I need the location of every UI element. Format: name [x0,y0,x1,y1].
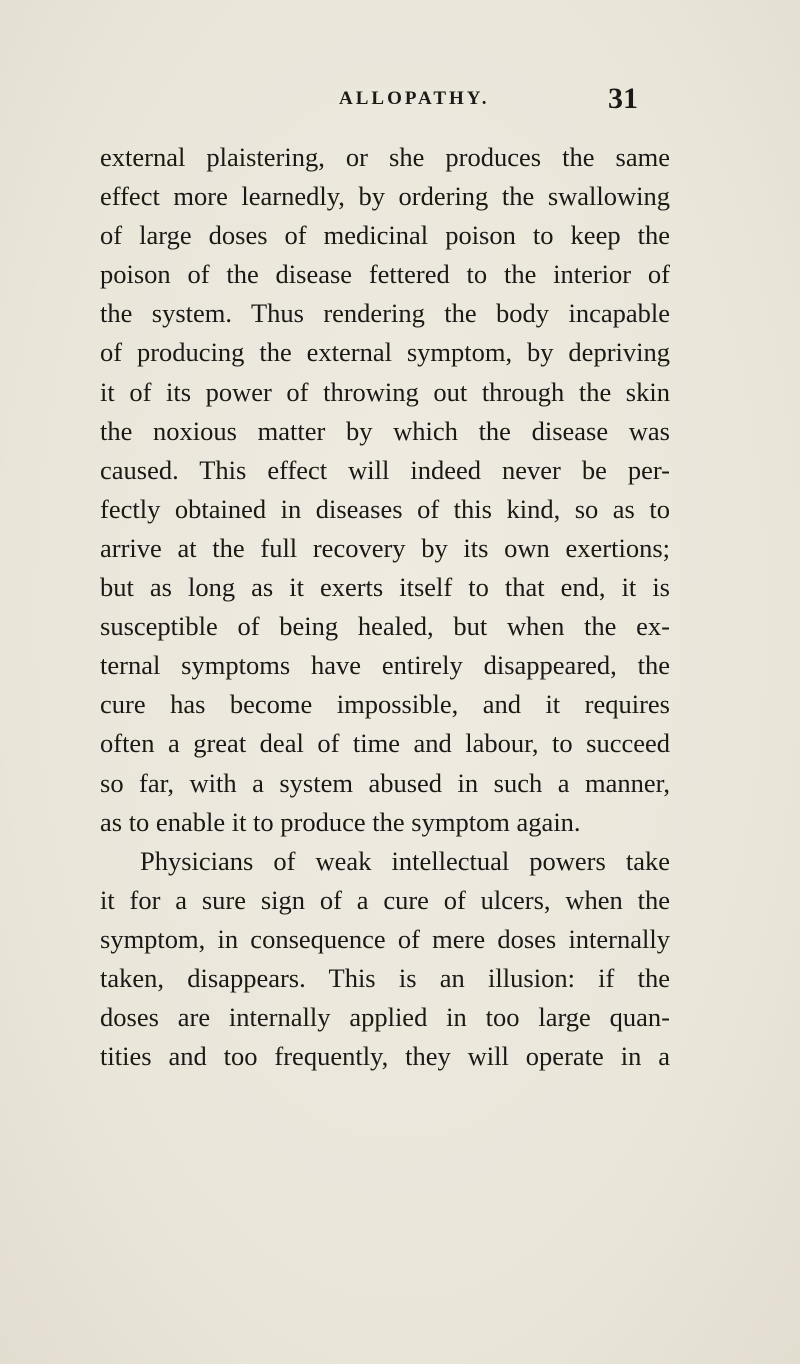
text-line: caused. This effect will indeed never be per- [100,454,670,485]
text-line: effect more learnedly, by ordering the swallowing [100,181,670,212]
text-line: so far, with a system abused in such a manner, [100,767,670,798]
text-line: it of its power of throwing out through the skin [100,376,670,407]
text-line: fectly obtained in diseases of this kind, so as to [100,493,670,524]
text-line: doses are internally applied in too large quan- [100,1002,670,1033]
text-line: susceptible of being healed, but when the ex- [100,611,670,642]
running-title: ALLOPATHY. [339,88,490,109]
text-line: Physicians of weak intellectual powers take [140,845,670,876]
text-line: tities and too frequently, they will operate in a [100,1041,670,1072]
text-line: as to enable it to produce the symptom again. [100,806,581,837]
text-line: symptom, in consequence of mere doses internally [100,923,670,954]
text-line: external plaistering, or she produces the same [100,142,670,172]
page-number: 31 [608,82,638,115]
text-line: it for a sure sign of a cure of ulcers, when the [100,884,670,915]
body-text [100,138,670,1076]
text-line: the system. Thus rendering the body incapable [100,298,670,329]
text-line: of large doses of medicinal poison to keep the [100,220,670,251]
text-line: ternal symptoms have entirely disappeared, the [100,650,670,681]
running-head [0,82,800,122]
text-line: arrive at the full recovery by its own exertions; [100,532,670,563]
text-line: often a great deal of time and labour, to succeed [100,728,670,759]
text-line: taken, disappears. This is an illusion: if the [100,962,670,993]
text-line: but as long as it exerts itself to that end, it is [100,572,670,603]
text-line: poison of the disease fettered to the interior of [100,259,670,290]
text-line: of producing the external symptom, by depriving [100,337,670,368]
text-line: the noxious matter by which the disease was [100,415,670,446]
text-line: cure has become impossible, and it requires [100,689,670,720]
